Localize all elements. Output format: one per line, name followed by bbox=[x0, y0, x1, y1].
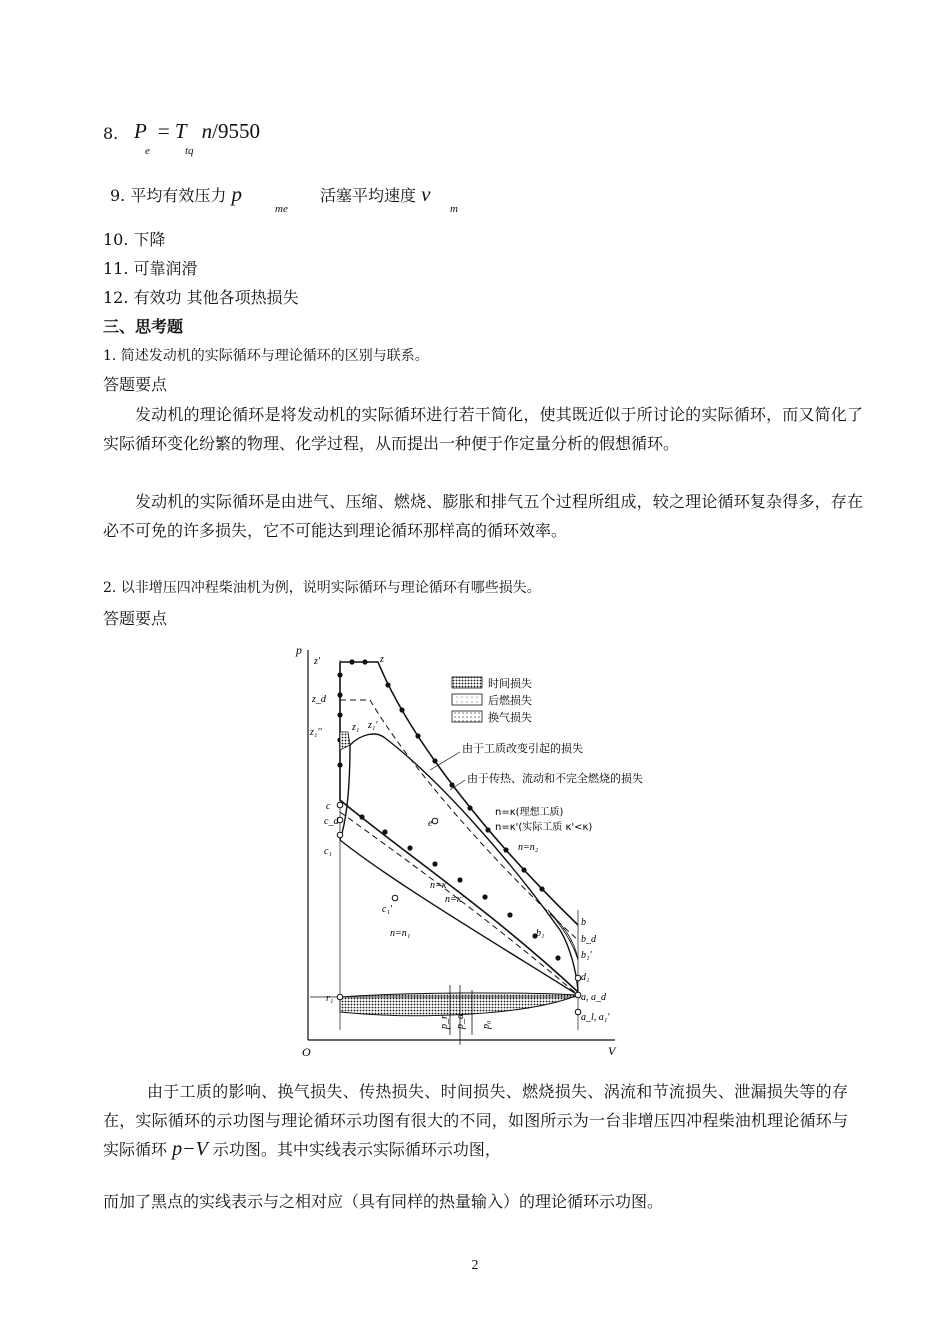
item-10: 10. 下降 bbox=[103, 230, 166, 249]
label-pa: p_a bbox=[455, 1014, 466, 1029]
section-title: 三、思考题 bbox=[103, 317, 184, 336]
item-9-v: v bbox=[421, 182, 431, 206]
time-loss-area bbox=[340, 732, 350, 750]
item-8 bbox=[103, 124, 118, 144]
label-z1-prime: z₁' bbox=[368, 720, 378, 731]
label-pr: p_r bbox=[439, 1015, 450, 1029]
annotation-medium-loss: 由于工质改变引起的损失 bbox=[462, 742, 583, 755]
answer-label-2: 答题要点 bbox=[103, 609, 168, 628]
label-c: c bbox=[326, 801, 331, 812]
page-number: 2 bbox=[471, 1258, 479, 1273]
answer-label-1: 答题要点 bbox=[103, 375, 168, 394]
annotation-n-kappa-prime: n=κ' bbox=[445, 894, 464, 905]
label-bd: b_d bbox=[581, 934, 596, 945]
annotation-heat-loss: 由于传热、流动和不完全燃烧的损失 bbox=[467, 772, 643, 785]
q1-paragraph-1: 发动机的理论循环是将发动机的实际循环进行若干简化，使其既近似于所讨论的实际循环，而又简化了实际循环变化纷繁的物理、化学过程，从而提出一种便于作定量分析的假想循环。 bbox=[103, 405, 863, 453]
item-8-formula bbox=[134, 119, 260, 144]
q2-paragraph-1-text: 由于工质的影响、换气损失、传热损失、时间损失、燃烧损失、涡流和节流损失、泄漏损失等的存在，实际循环的示功图与理论循环示功图有很大的不同，如图所示为一台非增压四冲程柴油机理论循环与实际循环 bbox=[103, 1082, 848, 1159]
formula-n: n bbox=[201, 119, 213, 143]
label-a: a, a_d bbox=[581, 992, 606, 1003]
v-axis-label: V bbox=[608, 1044, 616, 1058]
formula-sub-tq: tq bbox=[185, 145, 194, 157]
item-9-part2 bbox=[320, 184, 430, 206]
q1-paragraph-2: 发动机的实际循环是由进气、压缩、燃烧、膨胀和排气五个过程所组成，较之理论循环复杂得多，存在必不可免的许多损失，它不可能达到理论循环那样高的循环效率。 bbox=[103, 492, 863, 540]
item-8-number: 8. bbox=[103, 124, 119, 143]
annotation-n-n2: n=n₂ bbox=[518, 842, 539, 853]
item-9-p-sub: me bbox=[275, 203, 288, 215]
formula-P: P bbox=[134, 119, 147, 143]
legend-swatch-exchange bbox=[452, 711, 482, 722]
label-zd: z_d bbox=[312, 694, 326, 705]
legend-exchange: 换气损失 bbox=[488, 711, 532, 724]
annotation-n-n1: n=n₁ bbox=[390, 928, 411, 939]
gas-exchange-loss-area bbox=[340, 993, 578, 1016]
item-9-text2: 活塞平均速度 bbox=[320, 186, 417, 205]
label-p0: p₀ bbox=[481, 1020, 492, 1029]
question-1: 1. 简述发动机的实际循环与理论循环的区别与联系。 bbox=[103, 348, 429, 364]
legend-time: 时间损失 bbox=[488, 677, 532, 690]
annotation-n-kappa-actual: n=κ'(实际工质 κ'<κ) bbox=[495, 822, 593, 833]
annotation-n-kappa: n=κ bbox=[430, 880, 447, 891]
item-9-text1: 平均有效压力 bbox=[130, 186, 227, 205]
item-9 bbox=[110, 184, 242, 206]
item-12: 12. 有效功 其他各项热损失 bbox=[103, 288, 299, 307]
label-z-prime: z' bbox=[314, 656, 321, 667]
legend-swatch-afterburn bbox=[452, 694, 482, 705]
legend-afterburn: 后燃损失 bbox=[488, 694, 532, 707]
question-2: 2. 以非增压四冲程柴油机为例，说明实际循环与理论循环有哪些损失。 bbox=[103, 580, 541, 596]
formula-sub-e: e bbox=[145, 145, 150, 157]
item-11: 11. 可靠润滑 bbox=[103, 259, 198, 278]
legend-swatch-time bbox=[452, 677, 482, 688]
q2-paragraph-2: 而加了黑点的实线表示与之相对应（具有同样的热量输入）的理论循环示功图。 bbox=[103, 1192, 664, 1211]
label-al: a_l, a₁' bbox=[581, 1012, 610, 1023]
label-d1: d₁ bbox=[581, 972, 590, 983]
label-b: b bbox=[581, 917, 586, 928]
label-z1: z₁ bbox=[352, 722, 360, 733]
formula-rest: /9550 bbox=[212, 119, 260, 143]
annotation-n-kappa-ideal: n=κ(理想工质) bbox=[495, 807, 564, 818]
pv-symbol: p−V bbox=[172, 1138, 208, 1160]
item-9-p: p bbox=[231, 182, 242, 206]
pv-diagram bbox=[290, 640, 650, 1065]
label-z: z bbox=[380, 654, 384, 665]
label-e: e bbox=[428, 818, 433, 829]
label-cd: c_d bbox=[324, 816, 339, 827]
p-axis-label: p bbox=[296, 643, 302, 657]
formula-eq: = bbox=[157, 119, 170, 143]
origin-label: O bbox=[302, 1045, 311, 1059]
label-c1-prime: c₁' bbox=[382, 904, 393, 915]
q2-paragraph-1-end: 示功图。其中实线表示实际循环示功图， bbox=[212, 1140, 501, 1159]
formula-T: T bbox=[174, 119, 187, 143]
label-b1-prime: b₁' bbox=[581, 950, 592, 961]
label-z1pp: z₁'' bbox=[310, 727, 322, 738]
item-9-number: 9. bbox=[110, 186, 126, 205]
label-c1: c₁ bbox=[324, 846, 332, 857]
label-b1: b₁ bbox=[536, 928, 545, 939]
item-9-v-sub: m bbox=[450, 203, 458, 215]
q2-paragraph-1 bbox=[103, 1077, 848, 1164]
label-r1: r₁ bbox=[326, 993, 334, 1004]
